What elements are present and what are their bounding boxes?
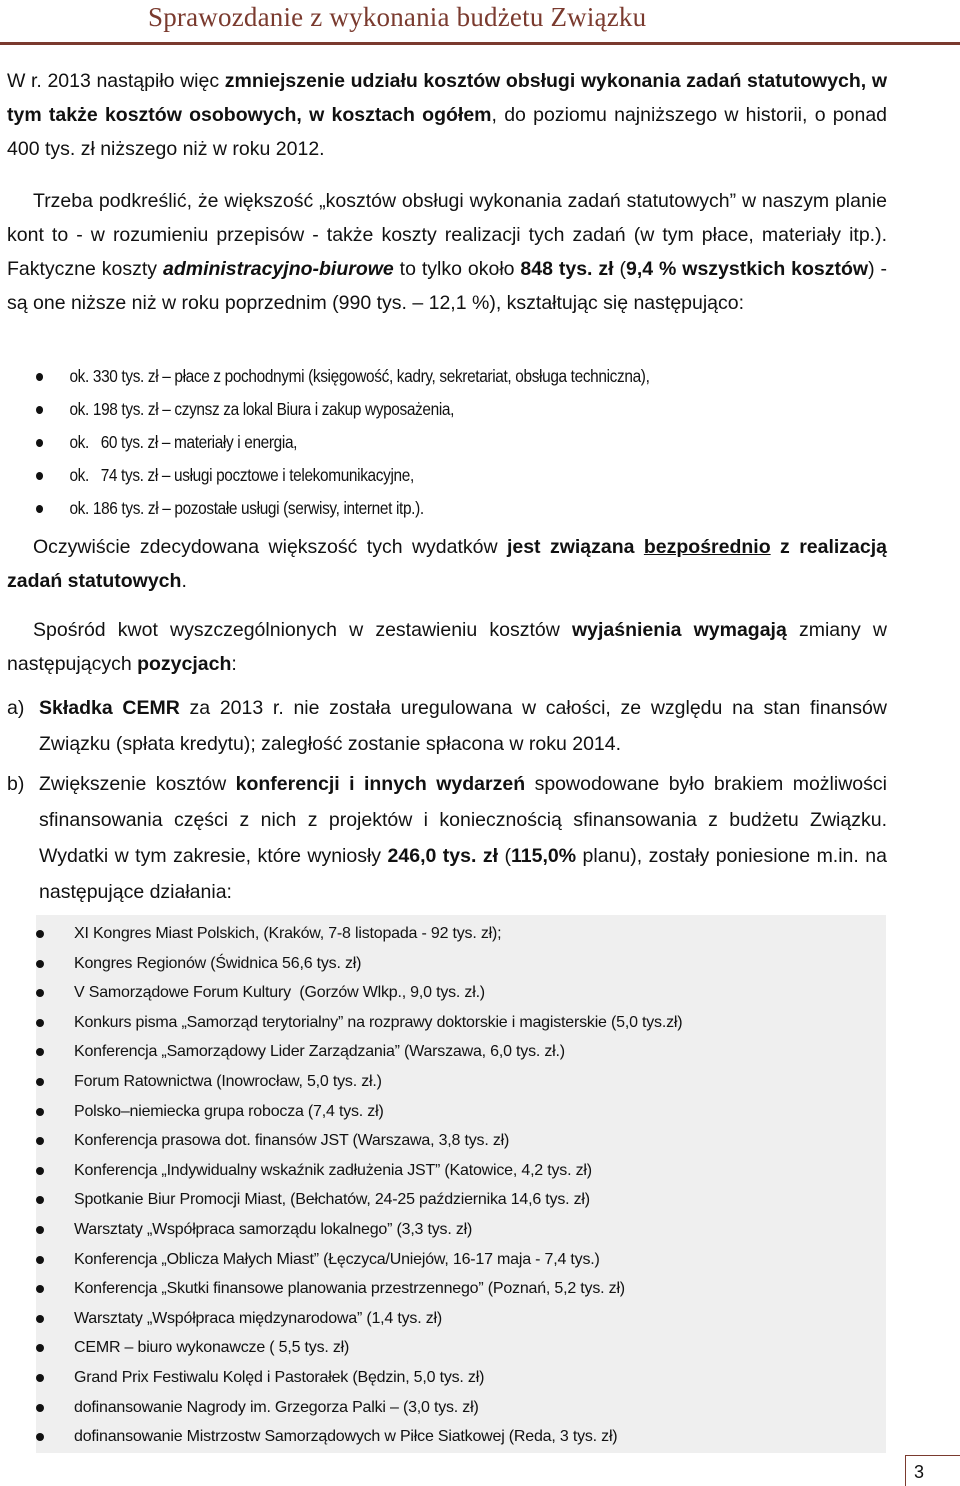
bullet-icon: [36, 505, 43, 513]
item-a-text: za 2013 r. nie została uregulowana w całości, ze względu na stan finansów Związku (spłata kredytu); zaległość zostanie spłacona w roku 2014.: [39, 697, 887, 755]
header-rule: [0, 42, 960, 45]
bullet-icon: [36, 1167, 44, 1175]
cost-item-text: ok. 60 tys. zł – materiały i energia,: [69, 432, 298, 452]
statutory-text: Oczywiście zdecydowana większość tych wydatków: [33, 536, 507, 558]
event-text: Konferencja „Skutki finansowe planowania przestrzennego” (Poznań, 5,2 tys. zł): [74, 1280, 625, 1298]
event-text: CEMR – biuro wykonawcze ( 5,5 tys. zł): [74, 1339, 350, 1357]
event-text: Polsko–niemiecka grupa robocza (7,4 tys. zł): [74, 1102, 384, 1120]
list-item: [36, 1422, 682, 1452]
bullet-icon: [36, 1256, 44, 1264]
explanations-text-2: zmiany w następujących: [7, 619, 887, 675]
list-item: [36, 1156, 682, 1186]
event-text: XI Kongres Miast Polskich, (Kraków, 7-8 listopada - 92 tys. zł);: [74, 925, 502, 942]
item-b-text-1: Zwiększenie kosztów: [39, 773, 236, 795]
explanations-bold-2: pozycjach: [137, 653, 232, 675]
item-b-text-2: spowodowane było brakiem możliwości sfinansowania części z nich z projektów i koniecznością sfinansowania z budżetu Związku. Wydatki w tym zakresie, które wyniosły: [39, 773, 887, 867]
event-text: Warsztaty „Współpraca samorządu lokalnego” (3,3 tys. zł): [74, 1220, 473, 1238]
statutory-paragraph: [7, 530, 887, 598]
item-b-text-3: (: [498, 845, 511, 867]
list-item: [36, 393, 649, 426]
statutory-underline: bezpośrednio: [643, 536, 771, 558]
list-item: [36, 919, 682, 949]
explanations-end: :: [231, 653, 237, 675]
list-item: [36, 1304, 682, 1334]
header-title: Sprawozdanie z wykonania budżetu Związku: [148, 2, 647, 32]
intro-text-end: , do poziomu najniższego w historii, o ponad 400 tys. zł niższego niż w roku 2012.: [7, 104, 888, 160]
list-item: [36, 1037, 682, 1067]
list-item: [36, 978, 682, 1008]
cemr-fee: Składka CEMR: [39, 697, 180, 719]
intro-text: W r. 2013 nastąpiło więc: [7, 70, 225, 92]
bullet-icon: [36, 960, 44, 968]
bullet-icon: [36, 373, 43, 381]
list-item: [36, 1067, 682, 1097]
event-text: Konferencja prasowa dot. finansów JST (Warszawa, 3,8 tys. zł): [74, 1132, 510, 1150]
cost-breakdown-list: [36, 360, 649, 525]
page-number: 3: [914, 1462, 925, 1482]
item-a: [7, 690, 887, 762]
page-header: [0, 0, 960, 44]
list-item: [36, 1274, 682, 1304]
intro-bold: zmniejszenie udziału kosztów obsługi wykonania zadań statutowych, w tym także kosztów osobowych, w kosztach ogółem: [7, 70, 887, 126]
event-text: Forum Ratownictwa (Inowrocław, 5,0 tys. zł.): [74, 1072, 382, 1090]
conferences-percent: 115,0%: [511, 845, 577, 867]
list-item: [36, 1215, 682, 1245]
list-item: [36, 1097, 682, 1127]
list-item: [36, 492, 649, 525]
list-item: [36, 360, 649, 393]
bullet-icon: [36, 1226, 44, 1234]
bullet-icon: [36, 1108, 44, 1116]
costs-text-1: Trzeba podkreślić, że większość „kosztów obsługi wykonania zadań statutowych” w naszym planie kont to - w rozumieniu przepisów - także koszty realizacji tych zadań (w tym płace, materiały itp.). Faktyczne koszty: [7, 190, 887, 280]
event-text: dofinansowanie Mistrzostw Samorządowych w Piłce Siatkowej (Reda, 3 tys. zł): [74, 1428, 618, 1446]
bullet-icon: [36, 1078, 44, 1086]
list-item: [36, 1333, 682, 1363]
bullet-icon: [36, 1344, 44, 1352]
event-text: Spotkanie Biur Promocji Miast, (Bełchatów, 24-25 października 14,6 tys. zł): [74, 1191, 590, 1209]
statutory-end: .: [181, 570, 187, 592]
cost-item-text: ok. 74 tys. zł – usługi pocztowe i telekomunikacyjne,: [69, 465, 414, 485]
bullet-icon: [36, 406, 43, 414]
bullet-icon: [36, 1196, 44, 1204]
explanations-text: Spośród kwot wyszczególnionych w zestawieniu kosztów: [33, 619, 572, 641]
conferences-term: konferencji i innych wydarzeń: [235, 773, 526, 795]
bullet-icon: [36, 1137, 44, 1145]
event-text: Grand Prix Festiwalu Kolęd i Pastorałek (Będzin, 5,0 tys. zł): [74, 1368, 485, 1386]
events-box: [36, 915, 886, 1453]
bullet-icon: [36, 1019, 44, 1027]
cost-item-text: ok. 186 tys. zł – pozostałe usługi (serwisy, internet itp.).: [69, 498, 424, 518]
bullet-icon: [36, 1433, 44, 1441]
item-b-text-4: planu), zostały poniesione m.in. na następujące działania:: [39, 845, 887, 903]
page-number-divider: [905, 1455, 906, 1486]
bullet-icon: [36, 989, 44, 997]
statutory-bold: jest związana: [506, 536, 644, 558]
costs-text-3: (: [613, 258, 626, 280]
item-b: [7, 766, 887, 910]
event-text: Konferencja „Samorządowy Lider Zarządzania” (Warszawa, 6,0 tys. zł.): [74, 1043, 565, 1061]
bullet-icon: [36, 930, 44, 938]
item-a-body: [39, 690, 887, 762]
event-text: Konferencja „Oblicza Małych Miast” (Łęczyca/Uniejów, 16-17 maja - 7,4 tys.): [74, 1250, 600, 1268]
statutory-bold-2: z realizacją zadań statutowych: [7, 536, 888, 592]
conferences-amount: 246,0 tys. zł: [387, 845, 499, 867]
explanations-paragraph: [7, 613, 887, 681]
list-item: [36, 1245, 682, 1275]
costs-paragraph: [7, 184, 887, 320]
bullet-icon: [36, 439, 43, 447]
bullet-icon: [36, 472, 43, 480]
bullet-icon: [36, 1285, 44, 1293]
item-a-label: a): [7, 697, 25, 719]
event-text: dofinansowanie Nagrody im. Grzegorza Palki – (3,0 tys. zł): [74, 1398, 479, 1416]
costs-text-4: ) - są one niższe niż w roku poprzednim (990 tys. – 12,1 %), kształtując się następująco:: [7, 258, 888, 314]
bullet-icon: [36, 1374, 44, 1382]
admin-costs-amount: 848 tys. zł: [520, 258, 614, 280]
intro-paragraph: [7, 64, 887, 166]
event-text: Konkurs pisma „Samorząd terytorialny” na rozprawy doktorskie i magisterskie (5,0 tys.zł): [74, 1013, 683, 1031]
list-item: [36, 426, 649, 459]
list-item: [36, 1126, 682, 1156]
list-item: [36, 1363, 682, 1393]
cost-item-text: ok. 330 tys. zł – płace z pochodnymi (księgowość, kadry, sekretariat, obsługa techniczna),: [69, 366, 650, 386]
admin-costs-term: administracyjno-biurowe: [162, 258, 394, 280]
list-item: [36, 1185, 682, 1215]
costs-text-2: to tylko około: [393, 258, 521, 280]
events-list: [36, 919, 682, 1452]
event-text: Kongres Regionów (Świdnica 56,6 tys. zł): [74, 954, 362, 972]
bullet-icon: [36, 1315, 44, 1323]
list-item: [36, 459, 649, 492]
page-number-rule: [905, 1455, 960, 1456]
admin-costs-share: 9,4 % wszystkich kosztów: [626, 258, 869, 280]
item-b-label: b): [7, 773, 25, 795]
event-text: Konferencja „Indywidualny wskaźnik zadłużenia JST” (Katowice, 4,2 tys. zł): [74, 1161, 592, 1179]
event-text: Warsztaty „Współpraca międzynarodowa” (1,4 tys. zł): [74, 1309, 442, 1327]
bullet-icon: [36, 1404, 44, 1412]
list-item: [36, 1008, 682, 1038]
bullet-icon: [36, 1048, 44, 1056]
event-text: V Samorządowe Forum Kultury (Gorzów Wlkp., 9,0 tys. zł.): [74, 984, 485, 1002]
item-b-body: [39, 766, 887, 910]
explanations-bold: wyjaśnienia wymagają: [571, 619, 787, 641]
list-item: [36, 1393, 682, 1423]
list-item: [36, 949, 682, 979]
cost-item-text: ok. 198 tys. zł – czynsz za lokal Biura i zakup wyposażenia,: [69, 399, 455, 419]
